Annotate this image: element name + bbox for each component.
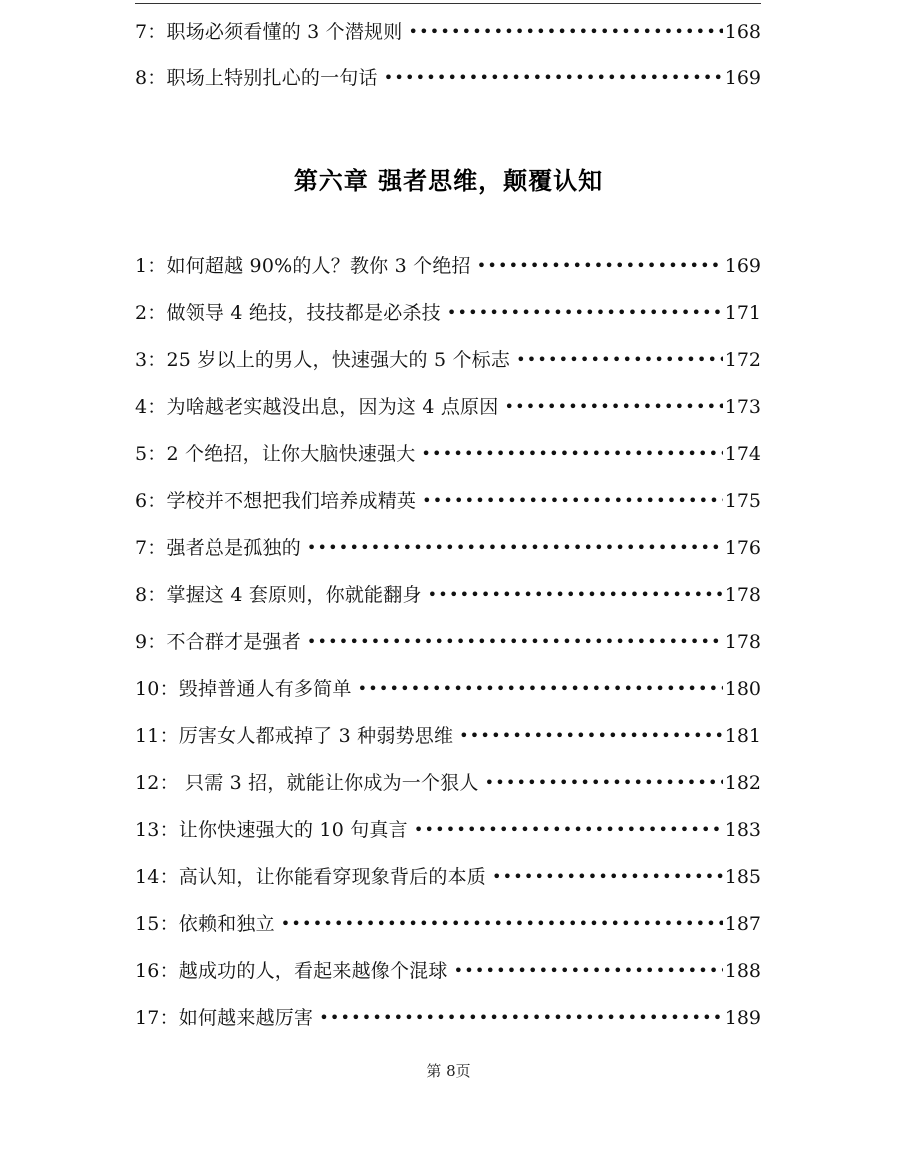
chapter-title: 第六章 强者思维，颠覆认知: [293, 167, 604, 195]
toc-entry[interactable]: [135, 530, 761, 560]
top-rule: [135, 3, 761, 4]
toc-entry[interactable]: [135, 389, 761, 419]
toc-entry-title: 11：厉害女人都戒掉了 3 种弱势思维: [135, 725, 454, 747]
toc-entry[interactable]: [135, 765, 761, 795]
toc-entry-page: 181: [724, 725, 761, 747]
dot-leader: [428, 583, 723, 607]
toc-entry-page: 185: [724, 866, 761, 888]
toc-entry[interactable]: [135, 624, 761, 654]
toc-entry[interactable]: [135, 436, 761, 466]
dot-leader: [447, 301, 723, 325]
dot-leader: [492, 865, 723, 889]
dot-leader: [422, 489, 723, 513]
toc-entry-page: 169: [724, 255, 761, 277]
dot-leader: [281, 912, 723, 936]
dot-leader: [516, 348, 723, 372]
toc-entry[interactable]: [135, 248, 761, 278]
toc-entry-title: 14：高认知，让你能看穿现象背后的本质: [135, 866, 486, 888]
dot-leader: [477, 254, 723, 278]
toc-entry[interactable]: [135, 906, 761, 936]
toc-entry-title: 2：做领导 4 绝技，技技都是必杀技: [135, 302, 441, 324]
toc-entry-title: 16：越成功的人，看起来越像个混球: [135, 960, 448, 982]
dot-leader: [504, 395, 722, 419]
dot-leader: [485, 771, 723, 795]
toc-entry[interactable]: [135, 483, 761, 513]
toc-entry[interactable]: [135, 812, 761, 842]
toc-entry[interactable]: [135, 1000, 761, 1030]
toc-entry-page: 187: [724, 913, 761, 935]
toc-entry[interactable]: [135, 14, 761, 44]
toc-entry-page: 173: [724, 396, 761, 418]
toc-entry-page: 171: [724, 302, 761, 324]
toc-entry[interactable]: [135, 60, 761, 90]
toc-entry[interactable]: [135, 859, 761, 889]
dot-leader: [384, 66, 723, 90]
dot-leader: [319, 1006, 723, 1030]
toc-entry-page: 169: [724, 67, 761, 89]
toc-entry-title: 7：职场必须看懂的 3 个潜规则: [135, 21, 403, 43]
toc-entry-title: 3：25 岁以上的男人，快速强大的 5 个标志: [135, 349, 511, 371]
toc-entry-title: 6：学校并不想把我们培养成精英: [135, 490, 417, 512]
toc-entry[interactable]: [135, 342, 761, 372]
toc-entry-title: 4：为啥越老实越没出息，因为这 4 点原因: [135, 396, 499, 418]
page-number-footer: 第 8页: [426, 1062, 471, 1080]
dot-leader: [358, 677, 723, 701]
toc-entry[interactable]: [135, 671, 761, 701]
toc-entry-title: 9：不合群才是强者: [135, 631, 301, 653]
dot-leader: [421, 442, 722, 466]
toc-entry-page: 176: [724, 537, 761, 559]
dot-leader: [307, 630, 723, 654]
toc-entry-page: 178: [724, 584, 761, 606]
toc-entry[interactable]: [135, 953, 761, 983]
toc-entry-title: 10：毁掉普通人有多简单: [135, 678, 352, 700]
toc-entry-title: 15：依赖和独立: [135, 913, 275, 935]
toc-entry-page: 180: [724, 678, 761, 700]
toc-entry-title: 1：如何超越 90%的人？教你 3 个绝招: [135, 255, 471, 277]
dot-leader: [459, 724, 723, 748]
toc-entry-page: 168: [724, 21, 761, 43]
toc-entry-page: 189: [724, 1007, 761, 1029]
dot-leader: [408, 20, 722, 44]
toc-entry-page: 172: [724, 349, 761, 371]
toc-entry-page: 182: [724, 772, 761, 794]
toc-entry-page: 188: [724, 960, 761, 982]
toc-entry[interactable]: [135, 295, 761, 325]
toc-entry-title: 8：职场上特别扎心的一句话: [135, 67, 378, 89]
toc-entry-page: 178: [724, 631, 761, 653]
toc-entry-page: 175: [724, 490, 761, 512]
toc-entry[interactable]: [135, 718, 761, 748]
toc-entry-page: 174: [724, 443, 761, 465]
dot-leader: [307, 536, 723, 560]
toc-entry-title: 17：如何越来越厉害: [135, 1007, 314, 1029]
toc-entry-title: 5：2 个绝招，让你大脑快速强大: [135, 443, 416, 465]
toc-entry[interactable]: [135, 577, 761, 607]
toc-entry-title: 8：掌握这 4 套原则，你就能翻身: [135, 584, 422, 606]
toc-entry-title: 7：强者总是孤独的: [135, 537, 301, 559]
dot-leader: [454, 959, 723, 983]
toc-entry-page: 183: [724, 819, 761, 841]
toc-entry-title: 13：让你快速强大的 10 句真言: [135, 819, 408, 841]
toc-entry-title: 12： 只需 3 招，就能让你成为一个狠人: [135, 772, 479, 794]
dot-leader: [414, 818, 723, 842]
